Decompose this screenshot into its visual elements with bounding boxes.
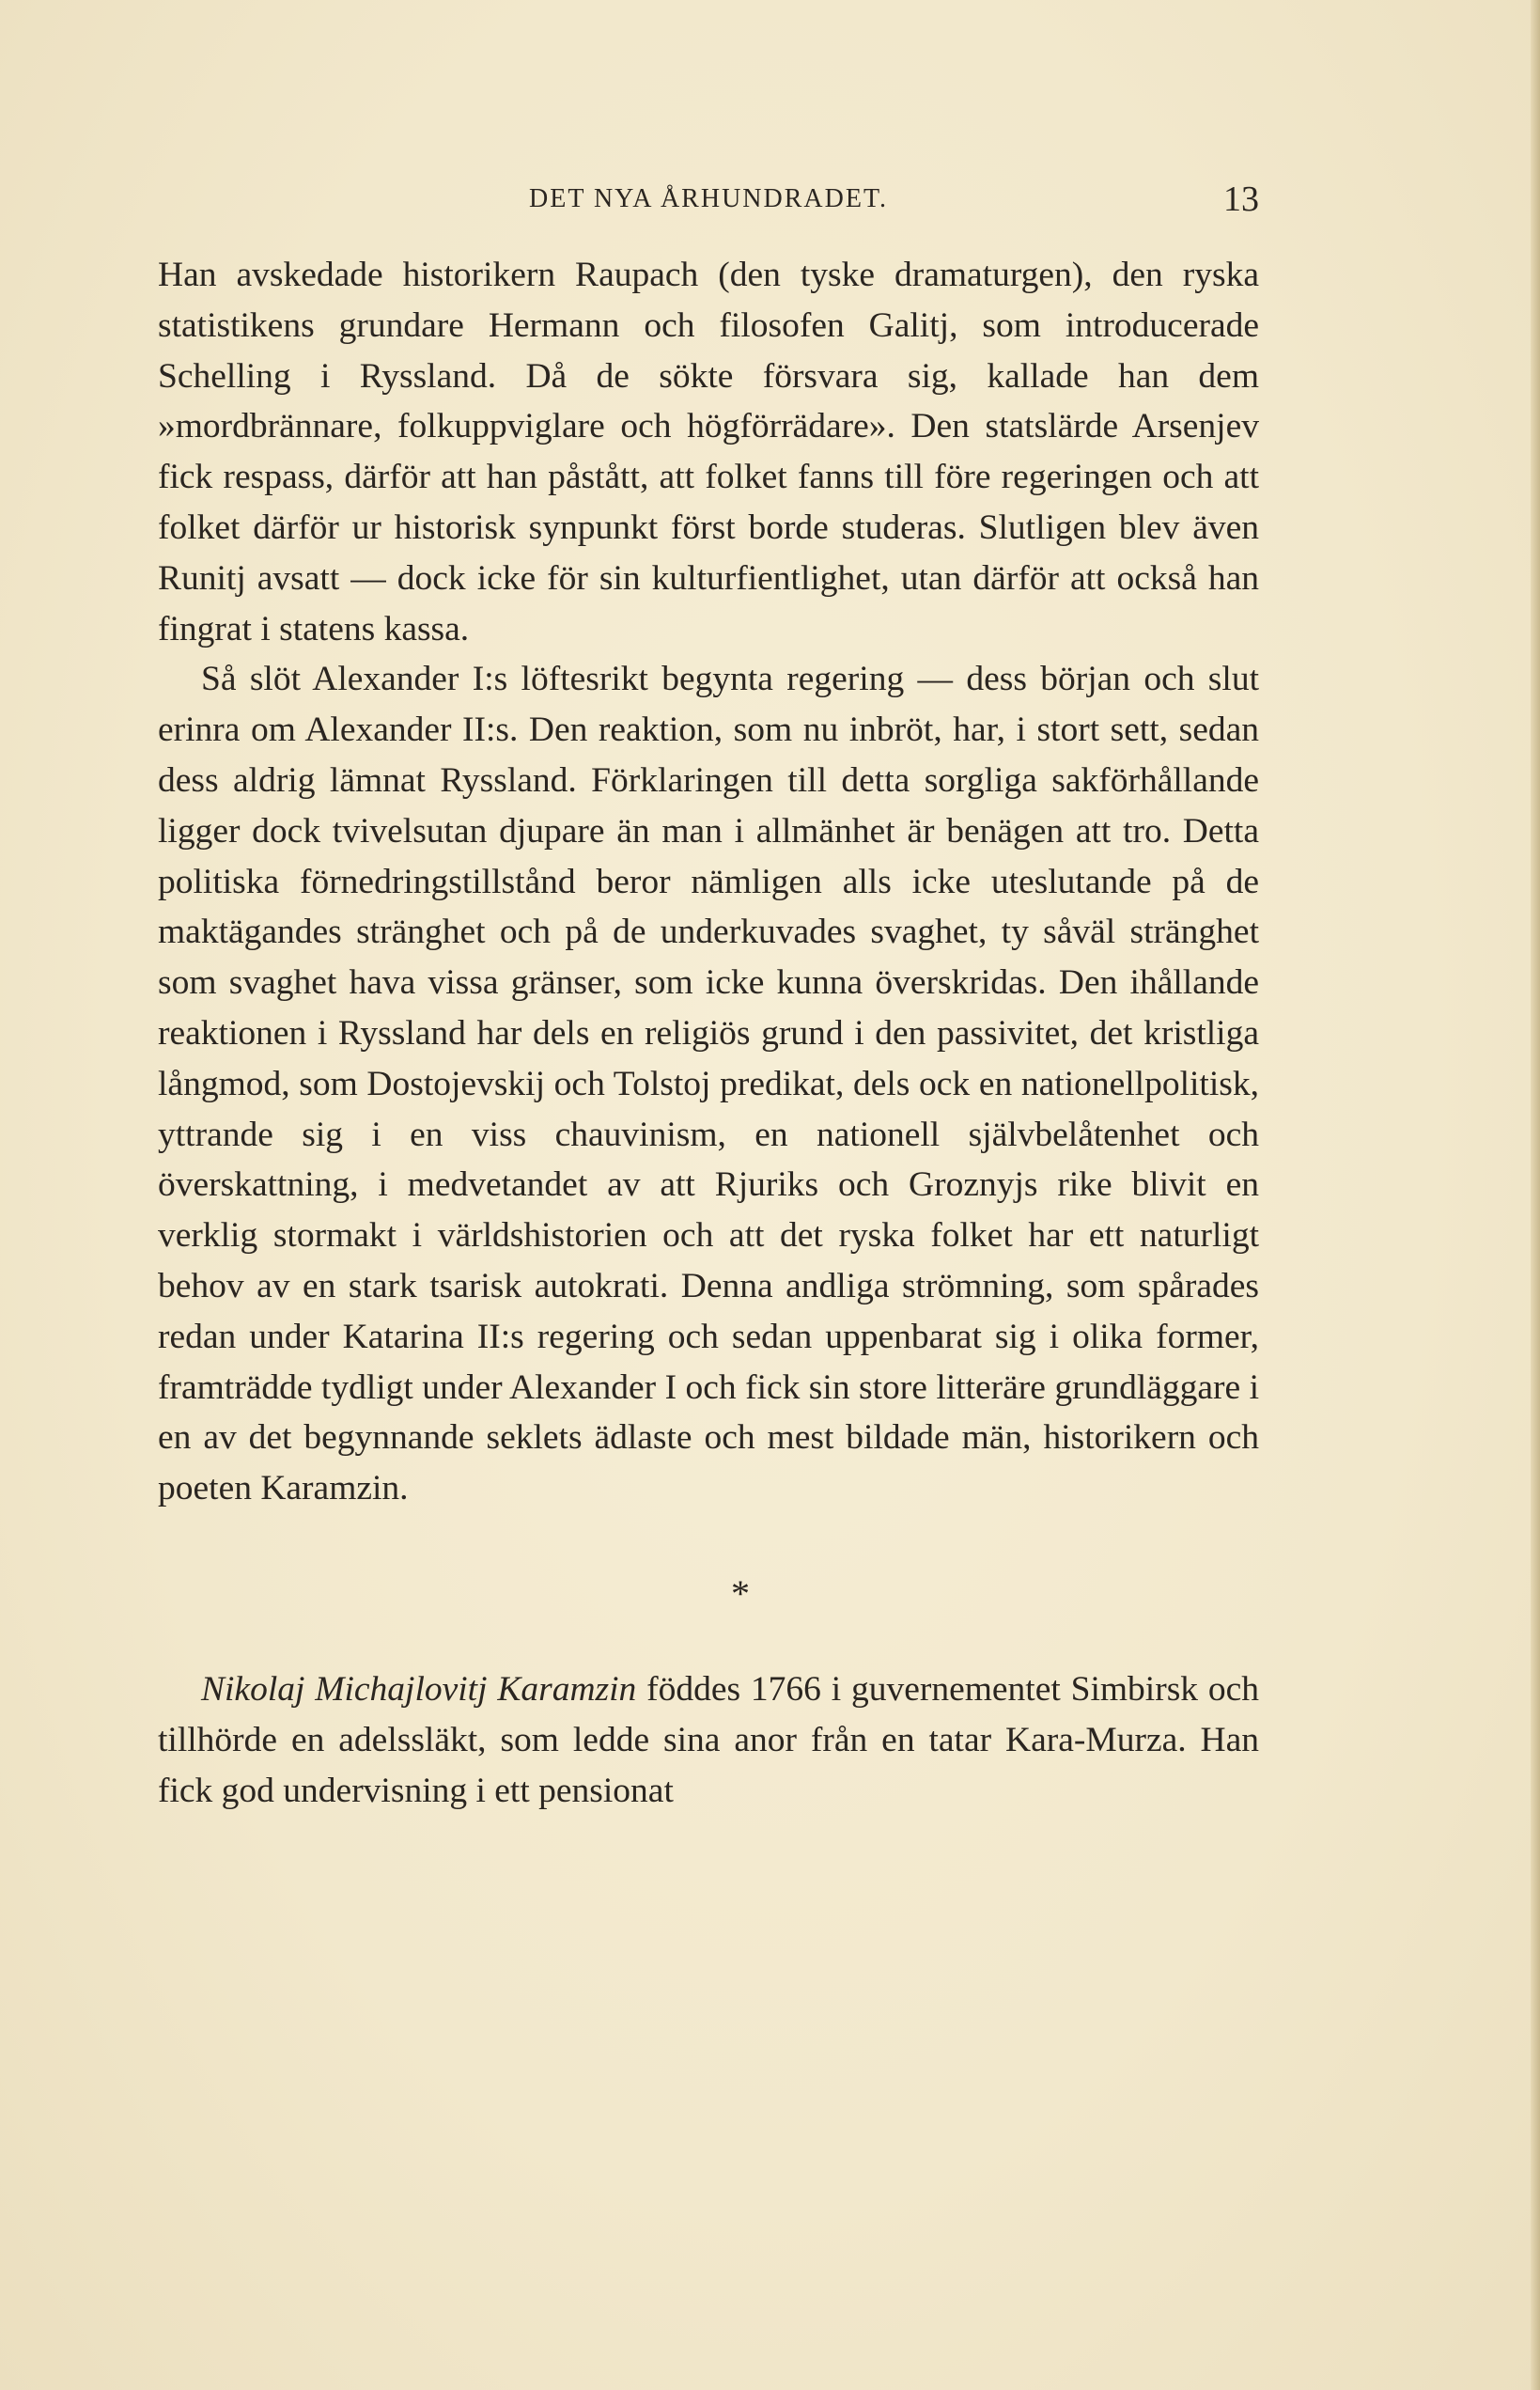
page-number: 13 [1223, 180, 1259, 219]
paragraph-2: Så slöt Alexander I:s löftesrikt begynta regering — dess början och slut erinra om Alexander II:s. Den reaktion, som nu inbröt, har, i stort sett, sedan dess aldrig lämnat Ryssland. Förklaringen till detta sorgliga sakförhållande ligger dock tvivelsutan djupare än man i allmänhet är benägen att tro. Detta politiska förnedringstillstånd beror nämligen alls icke uteslutande på de maktägandes stränghet och på de underkuvades svaghet, ty såväl stränghet som svaghet hava vissa gränser, som icke kunna överskridas. Den ihållande reaktionen i Ryssland har dels en religiös grund i den passivitet, det kristliga långmod, som Dostojevskij och Tolstoj predikat, dels ock en nationellpolitisk, yttrande sig i en viss chauvinism, en nationell självbelåtenhet och överskattning, i medvetandet av att Rjuriks och Groznyjs rike blivit en verklig stormakt i världshistorien och att det ryska folket har ett naturligt behov av en stark tsarisk autokrati. Denna andliga strömning, som spårades redan under Katarina II:s regering och sedan uppenbarat sig i olika former, framträdde tydligt under Alexander I och fick sin store litteräre grundläggare i en av det begynnande seklets ädlaste och mest bildade män, historikern och poeten Karamzin. [158, 660, 1259, 1508]
paragraph-3-text: föddes 1766 i guvernementet Simbirsk och tillhörde en adelssläkt, som ledde sina anor från en tatar Kara-Murza. Han fick god undervisning i ett pensionat [158, 1669, 1259, 1810]
page-header [158, 179, 1259, 226]
page-edge-shadow [1531, 0, 1540, 2390]
paragraph-1: Han avskedade historikern Raupach (den tyske dramaturgen), den ryska statistikens grundare Hermann och filosofen Galitj, som introducerade Schelling i Ryssland. Då de sökte försvara sig, kallade han dem »mordbrännare, folkuppviglare och högförrädare». Den statslärde Arsenjev fick respass, därför att han påstått, att folket fanns till före regeringen och att folket därför ur historisk synpunkt först borde studeras. Slutligen blev även Runitj avsatt — dock icke för sin kulturfientlighet, utan därför att också han fingrat i statens kassa. [158, 256, 1259, 648]
body-text [158, 250, 1259, 1816]
section-separator: * [731, 1571, 750, 1615]
paragraph-3 [158, 1664, 1259, 1816]
author-name: Nikolaj Michajlovitj Karamzin [201, 1669, 637, 1709]
running-head: DET NYA ÅRHUNDRADET. [529, 184, 888, 213]
